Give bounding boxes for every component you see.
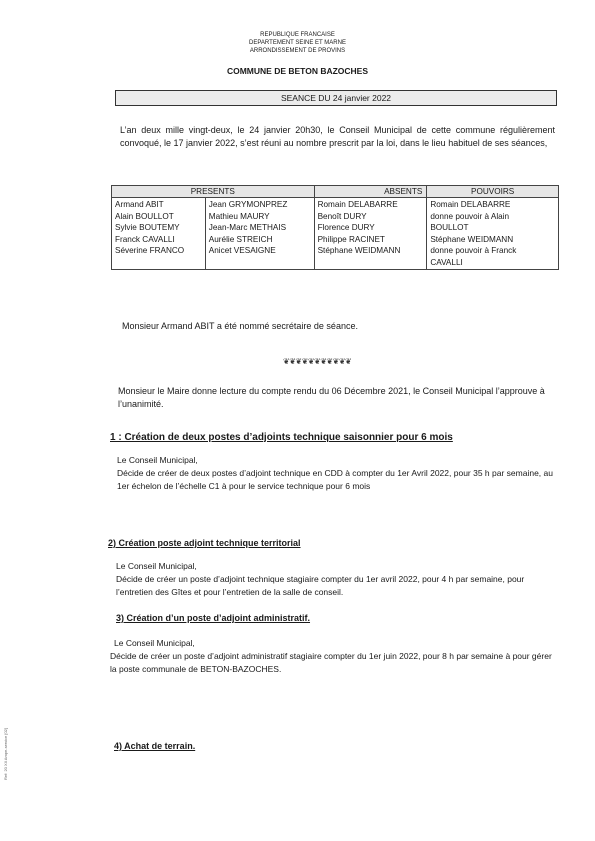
- section-3-lead: Le Conseil Municipal,: [114, 638, 195, 648]
- pouvoir-line: Romain DELABARRE: [430, 200, 511, 209]
- present-name: Franck CAVALLI: [115, 234, 175, 244]
- section-3-body: [110, 637, 558, 676]
- present-name: Séverine FRANCO: [115, 246, 185, 255]
- lecture-paragraph: Monsieur le Maire donne lecture du compte rendu du 06 Décembre 2021, le Conseil Municipal l’approuve à l’unanimité.: [118, 386, 545, 409]
- present-name: Jean-Marc METHAIS: [208, 223, 287, 232]
- present-name: Anicet VESAIGNE: [208, 246, 276, 255]
- pouvoir-line: donne pouvoir à Alain: [430, 211, 510, 221]
- pouvoir-line: BOULLOT: [430, 223, 469, 232]
- pouvoir-line: donne pouvoir à Franck: [430, 246, 517, 255]
- ornament-divider: ❦❦❦❦❦❦❦❦❦❦❦: [283, 357, 352, 366]
- side-reference: Ref: 20 XII Ampe-service [02]: [3, 727, 8, 780]
- section-3-text: Décide de créer un poste d’adjoint administratif stagiaire compter du 1er juin 2022, pour 8 h par semaine à pour gérer la poste communale de BETON-BAZOCHES.: [110, 651, 552, 674]
- section-3-title: 3) Création d’un poste d’adjoint administratif.: [116, 613, 311, 623]
- members-header-row: [112, 186, 559, 198]
- header-absents: ABSENTS: [314, 186, 427, 198]
- pouvoirs-col: [427, 198, 559, 270]
- present-name: Mathieu MAURY: [208, 211, 270, 221]
- section-1-text: Décide de créer de deux postes d’adjoint technique en CDD à compter du 1er Avril 2022, pour 35 h par semaine, au 1er échelon de l’échelle C1 à pour le service technique pour 6 mois: [117, 468, 553, 491]
- section-1-title: 1 : Création de deux postes d’adjoints technique saisonnier pour 6 mois: [110, 432, 453, 443]
- section-4-title: 4) Achat de terrain.: [114, 741, 196, 751]
- absent-name: Florence DURY: [317, 223, 375, 232]
- section-2-body: [116, 560, 558, 599]
- secretaire-line: Monsieur Armand ABIT a été nommé secrétaire de séance.: [122, 321, 358, 331]
- members-body-row: [112, 198, 559, 270]
- present-name: Sylvie BOUTEMY: [115, 223, 180, 232]
- pouvoir-line: Stéphane WEIDMANN: [430, 234, 514, 244]
- absent-name: Stéphane WEIDMANN: [317, 246, 401, 255]
- header-departement: DEPARTEMENT SEINE ET MARNE: [249, 40, 346, 46]
- present-name: Aurélie STREICH: [208, 234, 273, 244]
- intro-paragraph: L’an deux mille vingt-deux, le 24 janvier 20h30, le Conseil Municipal de cette commune régulièrement convoqué, le 17 janvier 2022, s’est réuni au nombre prescrit par la loi, dans le lieu habituel de ses séances,: [120, 125, 555, 148]
- header-arrondissement: ARRONDISSEMENT DE PROVINS: [249, 48, 346, 54]
- pouvoir-line: CAVALLI: [430, 257, 463, 267]
- seance-box: [115, 90, 557, 106]
- section-2-lead: Le Conseil Municipal,: [116, 561, 197, 571]
- header-republique: REPUBLIQUE FRANCAISE: [260, 32, 335, 38]
- absents-col: [314, 198, 427, 270]
- presents-col1: [112, 198, 206, 270]
- commune-title: COMMUNE DE BETON BAZOCHES: [226, 66, 369, 76]
- presents-col2: [205, 198, 314, 270]
- present-name: Alain BOULLOT: [115, 211, 174, 221]
- header-pouvoirs: POUVOIRS: [427, 186, 559, 198]
- absent-name: Benoît DURY: [317, 211, 367, 221]
- seance-date: SEANCE DU 24 janvier 2022: [280, 93, 392, 103]
- absent-name: Romain DELABARRE: [317, 200, 398, 209]
- section-1-body: [117, 454, 557, 493]
- absent-name: Philippe RACINET: [317, 234, 385, 244]
- members-table: [111, 185, 559, 270]
- section-2-text: Décide de créer un poste d’adjoint technique stagiaire compter du 1er avril 2022, pour 4 h par semaine, pour l’entretien des Gîtes et pour l’entretien de la salle de conseil.: [116, 574, 525, 597]
- header-presents: PRESENTS: [112, 186, 315, 198]
- present-name: Armand ABIT: [115, 200, 164, 209]
- section-2-title: 2) Création poste adjoint technique territorial: [108, 538, 301, 548]
- present-name: Jean GRYMONPREZ: [208, 200, 288, 209]
- section-1-lead: Le Conseil Municipal,: [117, 455, 198, 465]
